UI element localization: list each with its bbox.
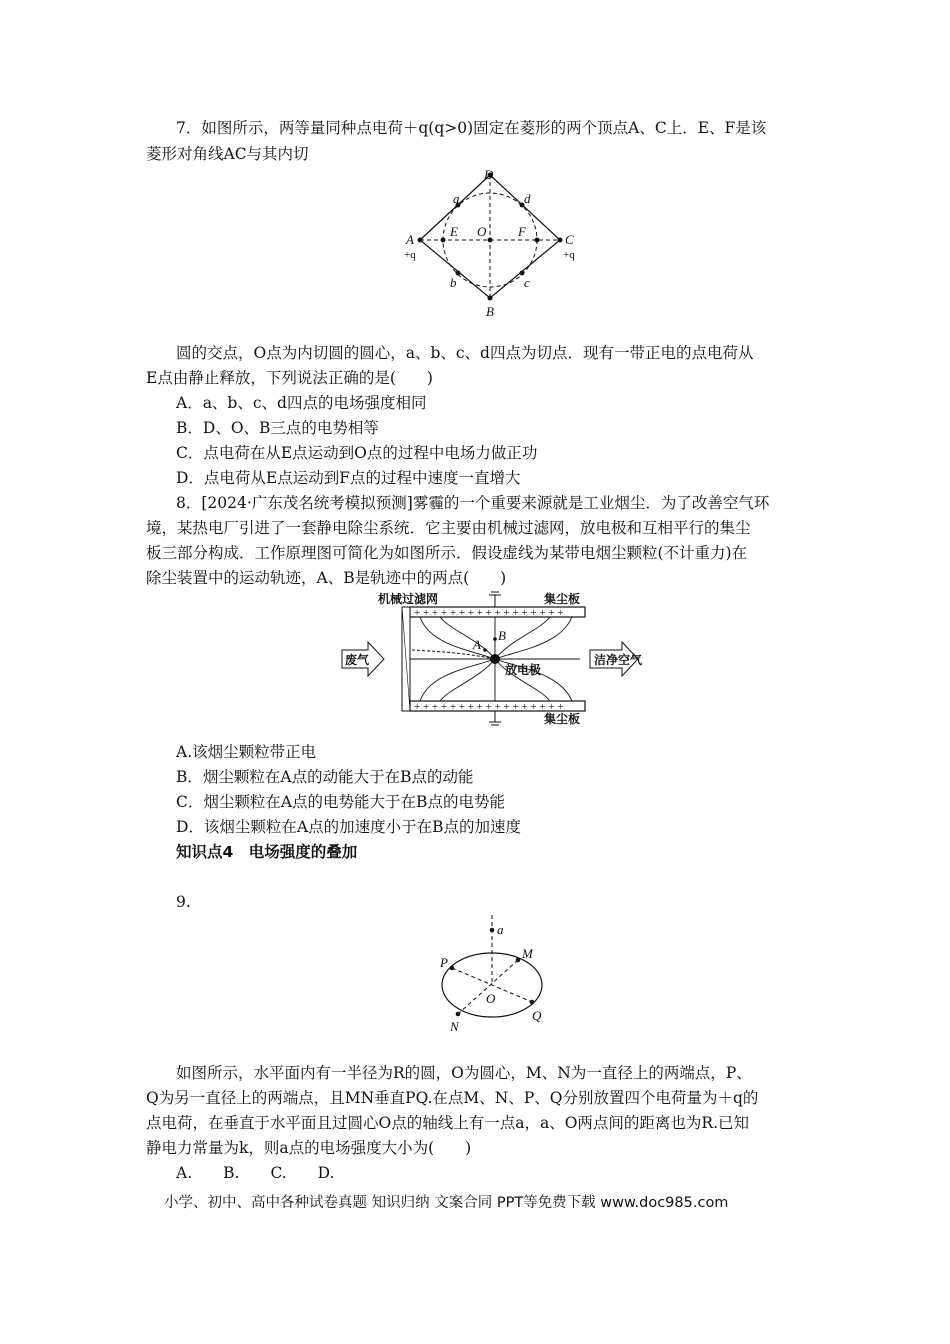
q8-line2: 境，某热电厂引进了一套静电除尘系统．它主要由机械过滤网，放电极和互相平行的集尘 bbox=[146, 519, 751, 537]
q8-option-a: A.该烟尘颗粒带正电 bbox=[176, 743, 317, 761]
label-D: D bbox=[484, 167, 494, 182]
label-B: B bbox=[486, 304, 494, 319]
label-a9: a bbox=[497, 922, 504, 937]
bottom-plate-label: 集尘板 bbox=[544, 712, 581, 726]
q9-line2: Q为另一直径上的两端点，且MN垂直PQ.在点M、N、P、Q分别放置四个电荷量为＋q的 bbox=[146, 1089, 759, 1107]
q8-option-d: D．该烟尘颗粒在A点的加速度小于在B点的加速度 bbox=[176, 818, 522, 836]
label-B8: B bbox=[498, 628, 506, 643]
q9-line4: 静电力常量为k，则a点的电场强度大小为( ) bbox=[146, 1139, 472, 1157]
top-plate-label: 集尘板 bbox=[544, 592, 581, 606]
q9-line1: 如图所示，水平面内有一半径为R的圆，O为圆心，M、N为一直径上的两端点，P、 bbox=[176, 1064, 752, 1082]
rhombus-figure bbox=[400, 165, 590, 325]
label-b: b bbox=[450, 275, 457, 290]
electrode-label: 放电极 bbox=[505, 663, 542, 677]
label-d: d bbox=[524, 191, 531, 206]
filter-label: 机械过滤网 bbox=[378, 592, 439, 606]
q7-option-a: A．a、b、c、d四点的电场强度相同 bbox=[176, 394, 427, 412]
label-P: P bbox=[440, 955, 448, 970]
label-A8: A bbox=[473, 637, 481, 652]
precipitator-figure bbox=[340, 590, 643, 730]
top-plate-charges: + + + + + + + + + + + + + + + + + bbox=[414, 607, 564, 619]
q9-number: 9. bbox=[176, 893, 191, 911]
q9-options: A. B. C. D. bbox=[176, 1164, 335, 1182]
section-heading: 知识点4 电场强度的叠加 bbox=[176, 843, 358, 861]
q7-option-d: D．点电荷从E点运动到F点的过程中速度一直增大 bbox=[176, 469, 521, 487]
label-N: N bbox=[450, 1019, 459, 1034]
label-c: c bbox=[524, 275, 530, 290]
q8-option-c: C．烟尘颗粒在A点的电势能大于在B点的电势能 bbox=[176, 793, 505, 811]
label-F: F bbox=[518, 224, 526, 239]
label-C: C bbox=[565, 232, 574, 247]
q7-line1: 7．如图所示，两等量同种点电荷＋q(q>0)固定在菱形的两个顶点A、C上．E、F是该 bbox=[176, 119, 767, 137]
label-M: M bbox=[522, 946, 533, 961]
q7-line2: 菱形对角线AC与其内切 bbox=[146, 145, 309, 163]
q8-line1: 8．[2024·广东茂名统考模拟预测]雾霾的一个重要来源就是工业烟尘．为了改善空气环 bbox=[176, 494, 770, 512]
q8-line3: 板三部分构成．工作原理图可简化为如图所示．假设虚线为某带电烟尘颗粒(不计重力)在 bbox=[146, 544, 748, 562]
waste-gas-label: 废气 bbox=[345, 653, 370, 667]
q7-line4: E点由静止释放，下列说法正确的是( ) bbox=[146, 369, 433, 387]
label-A: A bbox=[406, 232, 414, 247]
circle-figure bbox=[430, 910, 560, 1040]
label-O9: O bbox=[486, 991, 496, 1006]
label-E: E bbox=[450, 224, 458, 239]
q7-option-b: B．D、O、B三点的电势相等 bbox=[176, 419, 379, 437]
clean-air-label: 洁净空气 bbox=[594, 653, 643, 667]
q7-line3: 圆的交点，O点为内切圆的圆心，a、b、c、d四点为切点．现有一带正电的点电荷从 bbox=[176, 344, 754, 362]
q7-option-c: C．点电荷在从E点运动到O点的过程中电场力做正功 bbox=[176, 444, 538, 462]
page-footer: 小学、初中、高中各种试卷真题 知识归纳 文案合同 PPT等免费下载 www.doc985.com bbox=[164, 1195, 729, 1211]
label-Q: Q bbox=[532, 1008, 542, 1023]
label-qA: +q bbox=[404, 249, 416, 261]
bottom-plate-charges: + + + + + + + + + + + + + + + + + bbox=[414, 701, 564, 713]
label-O: O bbox=[477, 224, 487, 239]
q9-line3: 点电荷，在垂直于水平面且过圆心O点的轴线上有一点a，a、O两点间的距离也为R.已知 bbox=[146, 1114, 749, 1132]
q8-line4: 除尘装置中的运动轨迹，A、B是轨迹中的两点( ) bbox=[146, 569, 507, 587]
label-qC: +q bbox=[563, 249, 575, 261]
q8-option-b: B．烟尘颗粒在A点的动能大于在B点的动能 bbox=[176, 768, 474, 786]
label-a: a bbox=[453, 191, 460, 206]
